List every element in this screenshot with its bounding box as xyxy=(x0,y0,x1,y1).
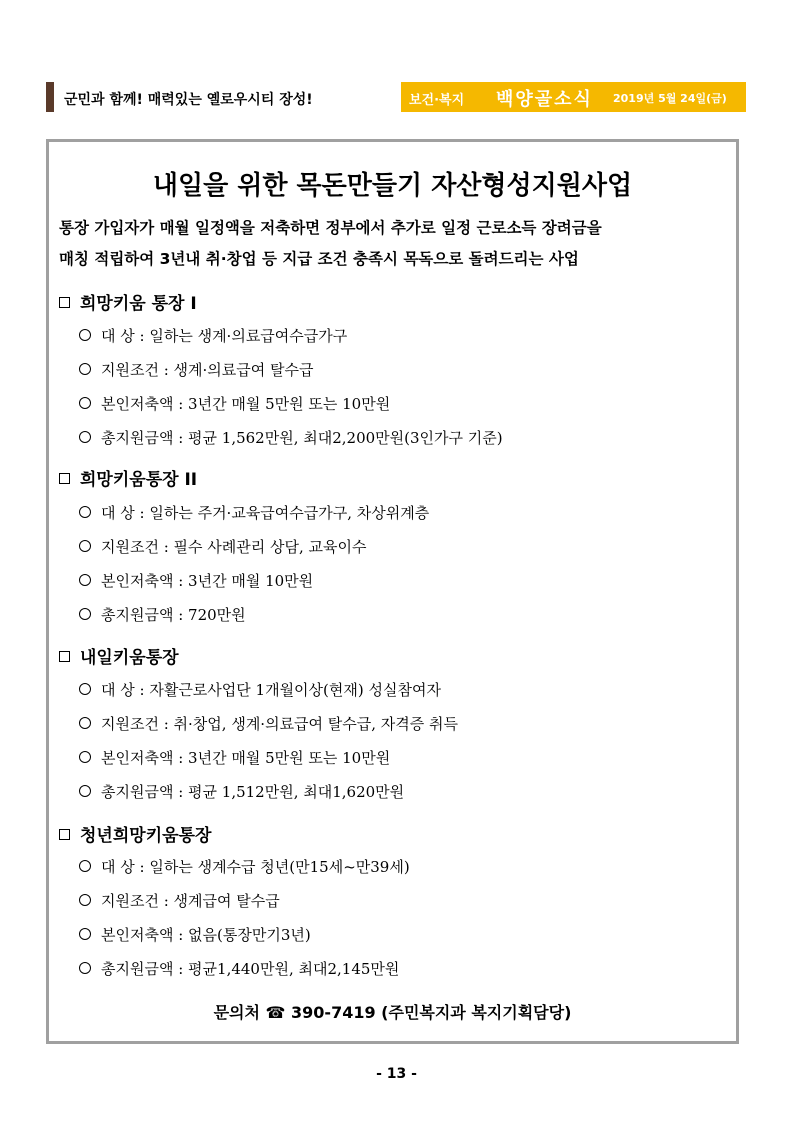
circle-bullet-icon xyxy=(79,506,91,518)
circle-bullet-icon xyxy=(79,962,91,974)
list-item: 대 상 : 일하는 생계·의료급여수급가구 xyxy=(79,325,347,346)
list-item: 본인저축액 : 3년간 매월 5만원 또는 10만원 xyxy=(79,393,390,414)
section-heading-text: 희망키움 통장 I xyxy=(80,294,197,314)
section-heading-text: 내일키움통장 xyxy=(80,648,179,668)
circle-bullet-icon xyxy=(79,860,91,872)
square-bullet-icon xyxy=(59,297,70,308)
list-item: 지원조건 : 생계급여 탈수급 xyxy=(79,890,280,911)
circle-bullet-icon xyxy=(79,540,91,552)
section-heading-text: 희망키움통장 II xyxy=(80,470,198,490)
section-heading xyxy=(59,821,211,846)
list-item: 대 상 : 일하는 주거·교육급여수급가구, 차상위계층 xyxy=(79,502,429,523)
page-number: - 13 - xyxy=(376,1066,417,1082)
list-item: 대 상 : 일하는 생계수급 청년(만15세~만39세) xyxy=(79,856,410,877)
circle-bullet-icon xyxy=(79,928,91,940)
square-bullet-icon xyxy=(59,829,70,840)
header-slogan: 군민과 함께! 매력있는 옐로우시티 장성! xyxy=(64,92,313,108)
circle-bullet-icon xyxy=(79,751,91,763)
list-item: 총지원금액 : 평균 1,562만원, 최대2,200만원(3인가구 기준) xyxy=(79,427,503,448)
circle-bullet-icon xyxy=(79,431,91,443)
list-item: 총지원금액 : 평균 1,512만원, 최대1,620만원 xyxy=(79,781,404,802)
issue-date: 2019년 5월 24일(금) xyxy=(613,92,727,105)
list-item: 지원조건 : 필수 사례관리 상담, 교육이수 xyxy=(79,536,367,557)
circle-bullet-icon xyxy=(79,717,91,729)
intro-line-1: 통장 가입자가 매월 일정액을 저축하면 정부에서 추가로 일정 근로소득 장려금을 xyxy=(59,219,602,237)
list-item: 대 상 : 자활근로사업단 1개월이상(현재) 성실참여자 xyxy=(79,679,441,700)
header-section-label: 보건·복지 xyxy=(409,93,465,108)
section-heading xyxy=(59,465,197,490)
section-heading xyxy=(59,643,179,668)
page-header xyxy=(46,82,746,112)
list-item: 총지원금액 : 평균1,440만원, 최대2,145만원 xyxy=(79,958,399,979)
newsletter-name: 백양골소식 xyxy=(496,89,593,110)
header-banner xyxy=(401,82,746,112)
circle-bullet-icon xyxy=(79,785,91,797)
list-item: 지원조건 : 취·창업, 생계·의료급여 탈수급, 자격증 취득 xyxy=(79,713,458,734)
header-accent-bar xyxy=(46,82,54,112)
circle-bullet-icon xyxy=(79,683,91,695)
contact-info: 문의처 ☎ 390-7419 (주민복지과 복지기획담당) xyxy=(213,1003,572,1022)
page-title: 내일을 위한 목돈만들기 자산형성지원사업 xyxy=(152,171,633,201)
list-item: 본인저축액 : 3년간 매월 5만원 또는 10만원 xyxy=(79,747,390,768)
square-bullet-icon xyxy=(59,651,70,662)
circle-bullet-icon xyxy=(79,397,91,409)
circle-bullet-icon xyxy=(79,329,91,341)
square-bullet-icon xyxy=(59,473,70,484)
circle-bullet-icon xyxy=(79,608,91,620)
section-heading xyxy=(59,289,197,314)
circle-bullet-icon xyxy=(79,363,91,375)
circle-bullet-icon xyxy=(79,894,91,906)
content-box xyxy=(46,139,739,1044)
intro-line-2: 매칭 적립하여 3년내 취·창업 등 지급 조건 충족시 목독으로 돌려드리는 사업 xyxy=(59,250,579,268)
list-item: 총지원금액 : 720만원 xyxy=(79,604,246,625)
list-item: 본인저축액 : 3년간 매월 10만원 xyxy=(79,570,313,591)
list-item: 지원조건 : 생계·의료급여 탈수급 xyxy=(79,359,314,380)
circle-bullet-icon xyxy=(79,574,91,586)
section-heading-text: 청년희망키움통장 xyxy=(80,826,212,846)
list-item: 본인저축액 : 없음(통장만기3년) xyxy=(79,924,311,945)
